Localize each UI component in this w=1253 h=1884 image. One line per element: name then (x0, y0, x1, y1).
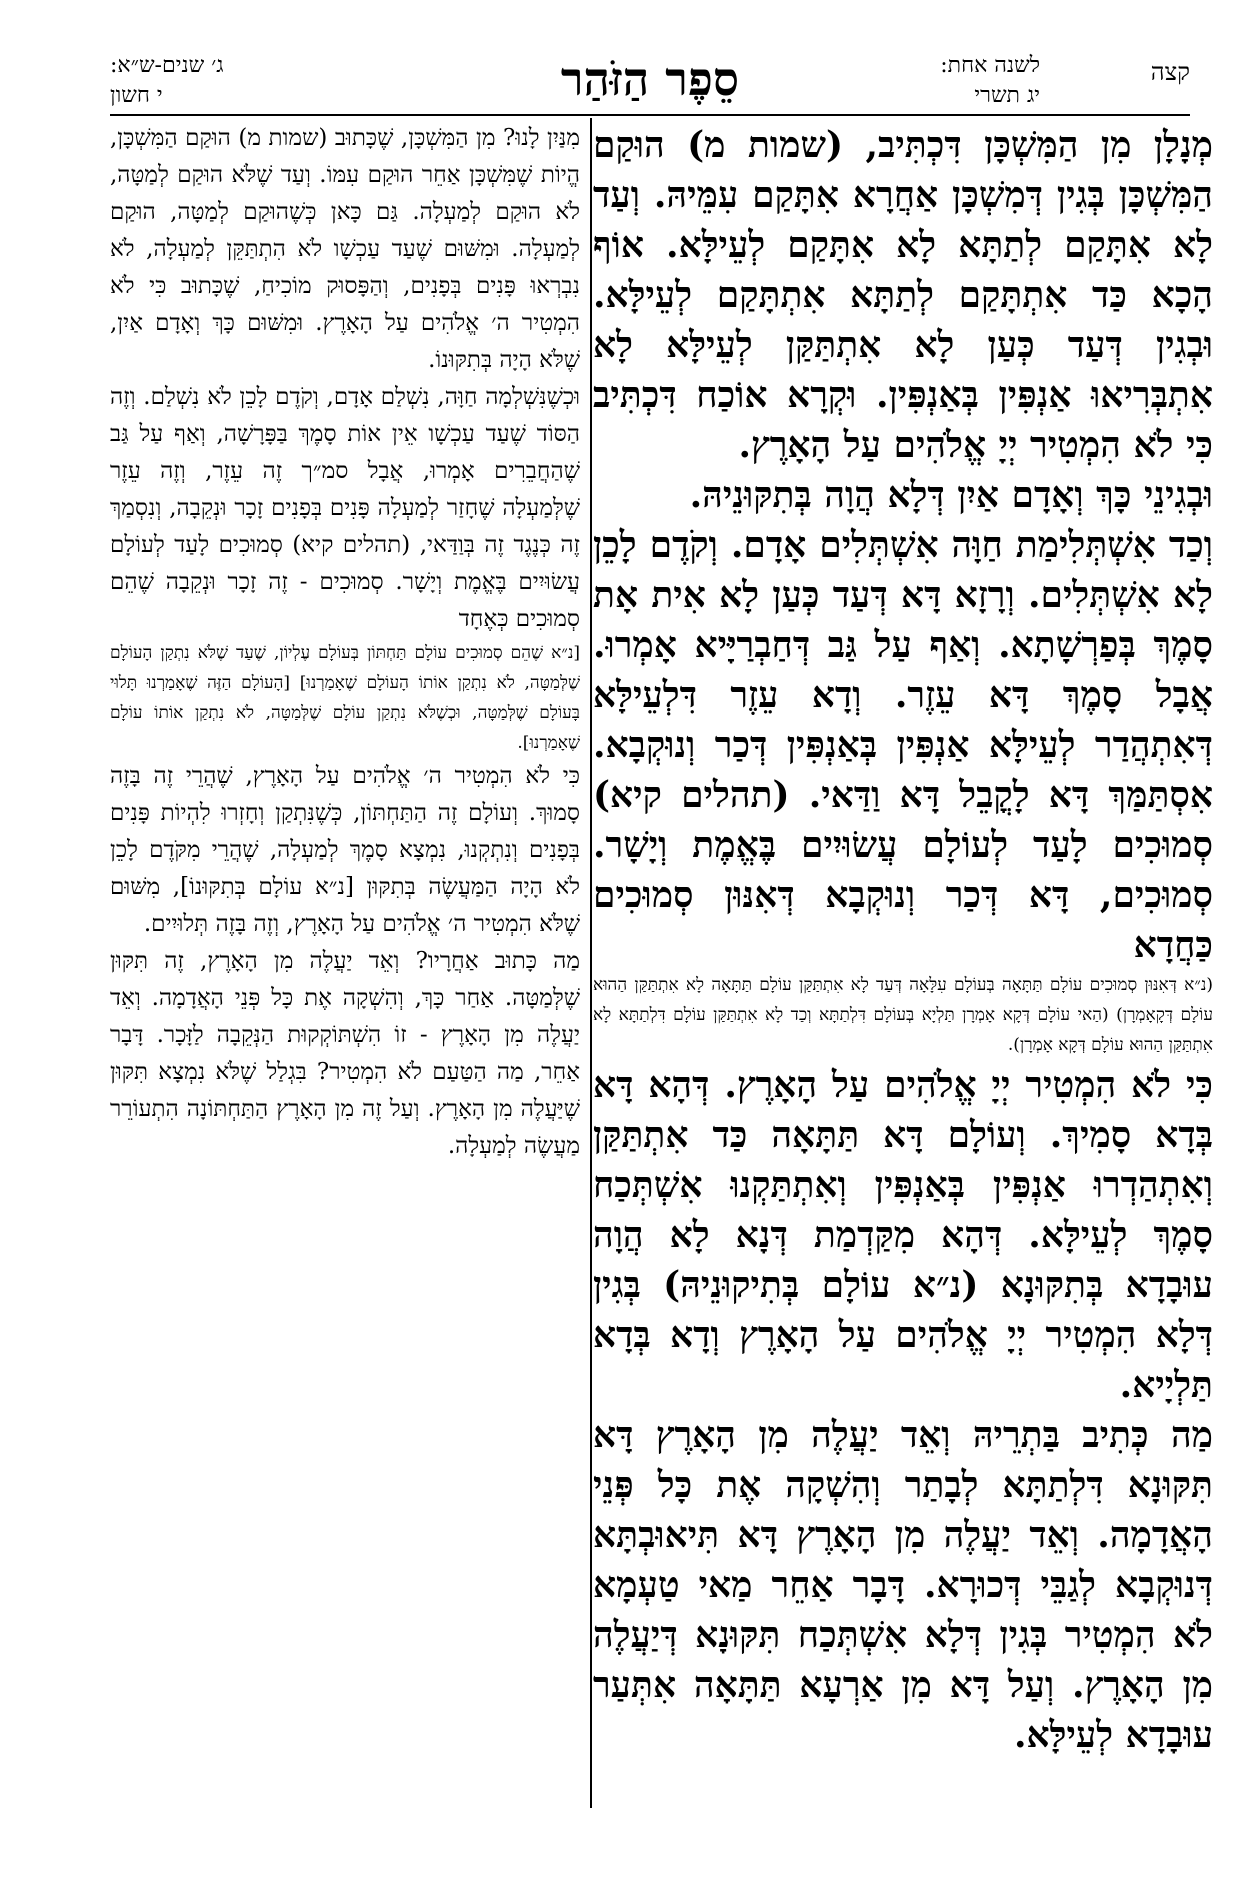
header-divider (110, 114, 1190, 116)
hebrew-variant-note: [נ״א שֶׁהֵם סְמוּכִים עוֹלָם תַּחְתּוֹן בְּעוֹלָם עֶלְיוֹן, שֶׁעַד שֶׁלֹּא נִתְקַן הָעוֹלָם שֶׁלְּמַטָּה, לֹא נִתְקַן אוֹתוֹ הָעוֹלָם שֶׁאָמַרְנוּ] [הָעוֹלָם הַזֶּה שֶׁאָמַרְנוּ תָּלוּי בָּעוֹלָם שֶׁלְּמַטָּה, וּכְשֶׁלֹּא נִתְקַן עוֹלָם שֶׁלְּמַטָּה, לֹא נִתְקַן אוֹתוֹ עוֹלָם שֶׁאָמַרְנוּ]. (110, 643, 580, 753)
book-title: סֵפֶר הַזֹּהַר (560, 52, 740, 106)
aramaic-paragraph: וּבְגִינֵי כָּךְ וְאָדָם אַיִן דְּלָא הֲוָה בְּתִקּוּנֵיהּ. (689, 474, 1213, 516)
aramaic-paragraph: וְכַד אִשְׁתְּלִימַת חַוָּה אִשְׁתְּלִים אָדָם. וְקֹדֶם לָכֵן לָא אִשְׁתְּלִים. וְרָזָא דָּא דְּעַד כְּעַן לָא אִית אָת סָמֶךְ בְּפַרְשָׁתָא. וְאַף עַל גַּב דְּחַבְרַיָּיא אָמְרוּ. אֲבָל סָמֶךְ דָּא עֵזֶר. וְדָא עֵזֶר דִּלְעֵילָּא דְּאִתְהֲדַר לְעֵילָּא אַנְפִּין בְּאַנְפִּין דְּכַר וְנוּקְבָא. אִסְתַּמַּךְ דָּא לָקֳבֵל דָּא וַדַּאי. (תהלים קיא) סְמוּכִים לָעַד לְעוֹלָם עֲשׂוּיִים בֶּאֱמֶת וְיָשָׁר. סְמוּכִים, דָּא דְּכַר וְנוּקְבָא דְּאִנּוּן סְמוּכִים כַּחֲדָא (593, 524, 1213, 966)
hebrew-translation-column (110, 120, 580, 1165)
aramaic-column (593, 120, 1213, 1760)
aramaic-variant-note: (נ״א דְּאִנּוּן סְמוּכִים עוֹלָם תַּתָּאָה בְּעוֹלָם עִלָּאָה דְּעַד לָא אִתְתַּקַּן עוֹלָם תַּתָּאָה לָא אִתְתַּקַּן הַהוּא עוֹלָם דְּקָאָמְרָן) (הַאי עוֹלָם דְּקָא אָמְרָן תַּלְיָא בְּעוֹלָם דִּלְתַתָּא וְכַד לָא אִתְתַּקַּן עוֹלָם דִּלְתַתָּא לָא אִתְתַּקַּן הַהוּא עוֹלָם דְּקָא אָמְרָן). (593, 975, 1213, 1055)
cycle-label: ג׳ שנים-ש״א: (110, 53, 224, 78)
hebrew-paragraph: כִּי לֹא הִמְטִיר ה׳ אֱלֹהִים עַל הָאָרֶץ, שֶׁהֲרֵי זֶה בָּזֶה סָמוּךְ. וְעוֹלָם זֶה הַתַּחְתּוֹן, כְּשֶׁנִּתְקַן וְחָזְרוּ לִהְיוֹת פָּנִים בְּפָנִים וְנִתְקְנוּ, נִמְצָא סָמֶךְ לְמַעְלָה, שֶׁהֲרֵי מִקֹּדֶם לָכֵן לֹא הָיָה הַמַּעֲשֶׂה בְּתִקּוּן [נ״א עוֹלָם בְּתִקּוּנוֹ], מִשּׁוּם שֶׁלֹּא הִמְטִיר ה׳ אֱלֹהִים עַל הָאָרֶץ, וְזֶה בָּזֶה תְּלוּיִים. (110, 763, 580, 937)
page-number: קצה (1150, 58, 1190, 86)
page-header (110, 52, 1190, 116)
hebrew-paragraph: מַה כָּתוּב אַחֲרָיו? וְאֵד יַעֲלֶה מִן הָאָרֶץ, זֶה תִּקּוּן שֶׁלְּמַטָּה. אַחַר כָּךְ, וְהִשְׁקָה אֶת כָּל פְּנֵי הָאֲדָמָה. וְאֵד יַעֲלֶה מִן הָאָרֶץ - זוֹ הִשְׁתּוֹקְקוּת הַנְּקֵבָה לַזָּכָר. דָּבָר אַחֵר, מַה הַטַּעַם לֹא הִמְטִיר? בִּגְלַל שֶׁלֹּא נִמְצָא תִּקּוּן שֶׁיַּעֲלֶה מִן הָאָרֶץ. וְעַל זֶה מִן הָאָרֶץ הַתַּחְתּוֹנָה הִתְעוֹרֵר מַעֲשֶׂה לְמַעְלָה. (110, 948, 580, 1159)
aramaic-paragraph: מְנָלָן מִן הַמִּשְׁכָּן דִּכְתִּיב, (שמות מ) הוּקַם הַמִּשְׁכָּן בְּגִין דְּמִשְׁכָּן אַחֲרָא אִתָּקַם עִמֵּיהּ. וְעַד לָא אִתָּקַם לְתַתָּא לָא אִתָּקַם לְעֵילָּא. אוֹף הָכָא כַּד אִתְתָּקַם לְתַתָּא אִתְתָּקַם לְעֵילָּא. וּבְגִין דְּעַד כְּעַן לָא אִתְתַּקַּן לְעֵילָּא לָא אִתְבְּרִיאוּ אַנְפִּין בְּאַנְפִּין. וּקְרָא אוֹכַח דִּכְתִּיב כִּי לֹא הִמְטִיר יְיָ אֱלֹהִים עַל הָאָרֶץ. (593, 124, 1213, 466)
cycle-date: י חשון (110, 83, 163, 108)
hebrew-paragraph: וּכְשֶׁנִּשְׁלְמָה חַוָּה, נִשְׁלַם אָדָם, וְקֹדֶם לָכֵן לֹא נִשְׁלַם. וְזֶה הַסּוֹד שֶׁעַד עַכְשָׁו אֵין אוֹת סָמֶךְ בַּפָּרָשָׁה, וְאַף עַל גַּב שֶׁהַחֲבֵרִים אָמְרוּ, אֲבָל סמ״ך זֶה עֵזֶר, וְזֶה עֵזֶר שֶׁלְּמַעְלָה שֶׁחָזַר לְמַעְלָה פָּנִים בְּפָנִים זָכָר וּנְקֵבָה, וְנִסְמַךְ זֶה כְּנֶגֶד זֶה בְּוַדַּאי, (תהלים קיא) סְמוּכִים לָעַד לְעוֹלָם עֲשׂוּיִים בֶּאֱמֶת וְיָשָׁר. סְמוּכִים - זֶה זָכָר וּנְקֵבָה שֶׁהֵם סְמוּכִים כְּאֶחָד (110, 384, 580, 632)
calendar-label: לשנה אחת: (940, 53, 1040, 78)
aramaic-paragraph: כִּי לֹא הִמְטִיר יְיָ אֱלֹהִים עַל הָאָרֶץ. דְּהָא דָּא בְּדָא סָמִיךְ. וְעוֹלָם דָּא תַּתָּאָה כַּד אִתְתַּקַּן וְאִתְהַדְרוּ אַנְפִּין בְּאַנְפִּין וְאִתְתַּקְנוּ אִשְׁתְּכַח סָמֶךְ לְעֵילָּא. דְּהָא מִקַּדְמַת דְּנָא לָא הֲוָה עוּבָדָא בְּתִקּוּנָא (נ״א עוֹלָם בְּתִיקוּנֵיהּ) בְּגִין דְּלָא הִמְטִיר יְיָ אֱלֹהִים עַל הָאָרֶץ וְדָא בְּדָא תַּלְיָיא. (593, 1064, 1213, 1406)
column-divider (590, 118, 592, 1808)
calendar-date: יג תשרי (974, 83, 1040, 108)
aramaic-paragraph: מַה כְּתִיב בַּתְרֵיהּ וְאֵד יַעֲלֶה מִן הָאָרֶץ דָּא תִּקּוּנָא דִּלְתַתָּא לְבָתַר וְהִשְׁקָה אֶת כָּל פְּנֵי הָאֲדָמָה. וְאֵד יַעֲלֶה מִן הָאָרֶץ דָּא תִּיאוּבְתָּא דְּנוּקְבָא לְגַבֵּי דְּכוּרָא. דָּבָר אַחֵר מַאי טַעְמָא לֹא הִמְטִיר בְּגִין דְּלָא אִשְׁתְּכַח תִּקּוּנָא דְּיַעֲלֶה מִן הָאָרֶץ. וְעַל דָּא מִן אַרְעָא תַּתָּאָה אִתְּעַר עוּבָדָא לְעֵילָּא. (593, 1414, 1213, 1756)
hebrew-paragraph: מִנַּיִן לָנוּ? מִן הַמִּשְׁכָּן, שֶׁכָּתוּב (שמות מ) הוּקַם הַמִּשְׁכָּן, הֱיוֹת שֶׁמִּשְׁכָּן אַחֵר הוּקַם עִמּוֹ. וְעַד שֶׁלֹּא הוּקַם לְמַטָּה, לֹא הוּקַם לְמַעְלָה. גַּם כָּאן כְּשֶׁהוּקַם לְמַטָּה, הוּקַם לְמַעְלָה. וּמִשּׁוּם שֶׁעַד עַכְשָׁו לֹא הִתְתַּקֵּן לְמַעְלָה, לֹא נִבְרְאוּ פָּנִים בְּפָנִים, וְהַפָּסוּק מוֹכִיחַ, שֶׁכָּתוּב כִּי לֹא הִמְטִיר ה׳ אֱלֹהִים עַל הָאָרֶץ. וּמִשּׁוּם כָּךְ וְאָדָם אַיִן, שֶׁלֹּא הָיָה בְּתִקּוּנוֹ. (110, 125, 580, 373)
